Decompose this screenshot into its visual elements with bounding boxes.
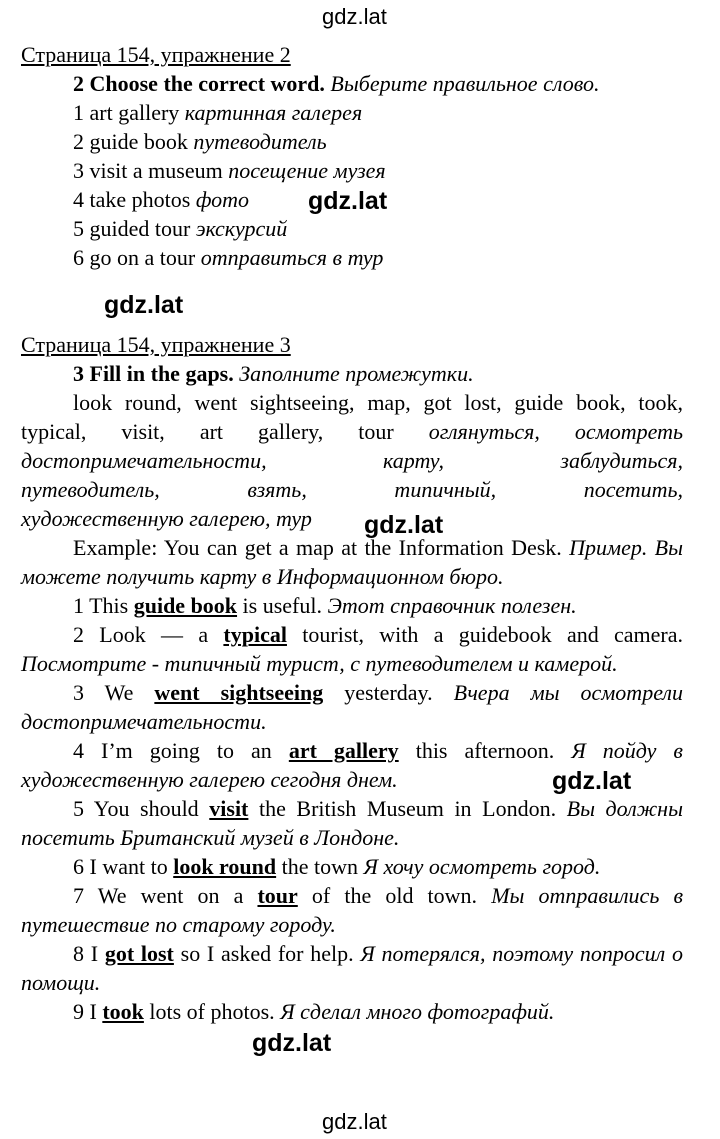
answer-sentence-5 [21,794,683,852]
answer-word: took [102,999,144,1024]
example-ru: Пример. Вы можете получить карту в Информационном бюро. [21,535,684,589]
exercise-3-title [21,359,683,388]
spacer [21,272,683,330]
list-item [73,127,683,156]
word-bank-line: look round, went sightseeing, map, got lost, guide book, took, [73,390,683,415]
answer-sentence-1 [21,591,683,620]
translation: Вы должны посетить Британский музей в Лондоне. [21,796,683,850]
sentence-text: 6 I want to [73,854,174,879]
watermark: gdz.lat [252,1029,332,1057]
item-en: 4 take photos [73,187,191,212]
list-item [73,243,683,272]
sentence-text: of the old town. [297,883,492,908]
watermark: gdz.lat [364,511,444,539]
exercise-3-title-en: 3 Fill in the gaps. [73,361,234,386]
exercise-2-title-en: 2 Choose the correct word. [73,71,325,96]
item-ru: отправиться в тур [200,245,384,270]
item-ru: картинная галерея [184,100,363,125]
answer-word: went sightseeing [154,680,324,705]
exercise-2-heading: Страница 154, упражнение 2 [21,42,291,67]
word-bank-line [21,417,683,446]
sentence-text: lots of photos. [143,999,281,1024]
sentence-text: 1 This [73,593,134,618]
translation: Я пойду в художественную галерею сегодня днем. [21,738,683,792]
item-ru: экскурсий [195,216,288,241]
word-bank-line [21,504,683,533]
exercise-2-list [21,98,683,272]
sentence-text: tourist, with a guidebook and camera. [286,622,683,647]
answer-word: typical [223,622,287,647]
word-bank-ru: путеводитель, взять, типичный, посетить, [21,477,683,502]
sentence-text: the British Museum in London. [248,796,567,821]
exercise-3-heading: Страница 154, упражнение 3 [21,332,291,357]
word-bank [21,388,683,533]
translation: Посмотрите - типичный турист, с путеводителем и камерой. [21,651,618,676]
translation: Этот справочник полезен. [327,593,577,618]
sentence-text: 9 I [73,999,103,1024]
watermark: gdz.lat [104,291,184,319]
list-item [73,98,683,127]
item-en: 1 art gallery [73,100,180,125]
sentence-text: 7 We went on a [73,883,258,908]
translation: Я хочу осмотреть город. [363,854,601,879]
sentence-text: so I asked for help. [173,941,361,966]
document-body [21,40,683,1026]
answer-word: visit [209,796,249,821]
watermark: gdz.lat [552,767,632,795]
answer-sentence-9 [21,997,683,1026]
word-bank-ru: достопримечательности, карту, заблудиться, [21,448,683,473]
item-ru: посещение музея [228,158,386,183]
answer-sentence-3 [21,678,683,736]
word-bank-ru: оглянуться, осмотреть [428,419,683,444]
watermark: gdz.lat [322,1109,387,1134]
exercise-2-title-ru: Выберите правильное слово. [330,71,600,96]
watermark: gdz.lat [308,187,388,215]
sentence-text: is useful. [237,593,328,618]
word-bank-line [21,475,683,504]
exercise-2-title [21,69,683,98]
translation: Я потерялся, поэтому попросил о помощи. [21,941,684,995]
sentence-text: 2 Look — a [73,622,224,647]
answer-sentence-2 [21,620,683,678]
answer-word: guide book [133,593,238,618]
example-sentence [21,533,683,591]
list-item [73,214,683,243]
answer-sentence-8 [21,939,683,997]
answer-word: art gallery [288,738,399,763]
translation: Я сделал много фотографий. [280,999,555,1024]
translation: Мы отправились в путешествие по старому городу. [21,883,683,937]
sentence-text: 5 You should [73,796,210,821]
item-ru: путеводитель [193,129,327,154]
answer-sentence-6 [21,852,683,881]
word-bank-ru: художественную галерею, тур [21,506,312,531]
list-item [73,185,683,214]
answer-sentence-4 [21,736,683,794]
sentence-text: this afternoon. [398,738,572,763]
sentence-text: 8 I [73,941,105,966]
sentence-text: the town [276,854,364,879]
answer-word: got lost [104,941,174,966]
example-en: Example: You can get a map at the Information Desk. [73,535,562,560]
answer-word: tour [257,883,298,908]
sentence-text: 4 I’m going to an [73,738,289,763]
answer-sentence-7 [21,881,683,939]
watermark: gdz.lat [322,4,387,29]
item-en: 3 visit a museum [73,158,223,183]
sentence-text: yesterday. [323,680,454,705]
item-ru: фото [195,187,250,212]
exercise-3-title-ru: Заполните промежутки. [239,361,474,386]
word-bank-line [21,446,683,475]
answer-word: look round [173,854,277,879]
translation: Вчера мы осмотрели достопримечательности. [21,680,683,734]
word-bank-en: typical, visit, art gallery, tour [21,419,394,444]
sentence-text: 3 We [73,680,155,705]
list-item [73,156,683,185]
item-en: 2 guide book [73,129,188,154]
item-en: 6 go on a tour [73,245,196,270]
item-en: 5 guided tour [73,216,191,241]
